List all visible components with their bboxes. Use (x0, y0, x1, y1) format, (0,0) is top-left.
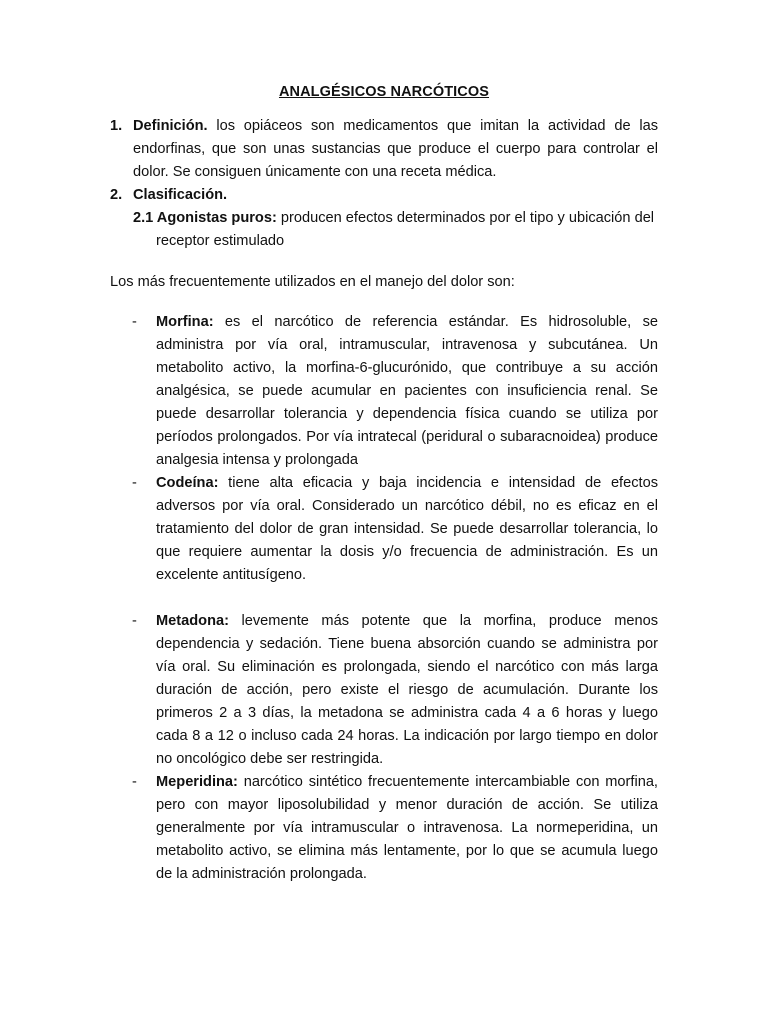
section-classification (110, 184, 658, 207)
drug-name: Morfina: (156, 314, 214, 330)
drug-name: Meperidina: (156, 774, 238, 790)
bullet-dash: - (132, 475, 137, 491)
drug-item-morfina (110, 311, 658, 472)
subsection-text: producen efectos determinados por el tipo y ubicación del (276, 210, 655, 226)
section-number: 2. (110, 187, 123, 203)
subsection-agonistas (133, 207, 658, 253)
section-definition (110, 115, 658, 184)
intro-paragraph: Los más frecuentemente utilizados en el manejo del dolor son: (110, 274, 515, 290)
drug-description (156, 610, 658, 771)
drug-item-metadona (110, 610, 658, 771)
section-body (133, 184, 658, 207)
drug-name: Codeína: (156, 475, 219, 491)
drug-text: tiene alta eficacia y baja incidencia e intensidad de efectos adversos por vía oral. Considerado un narcótico débil, no es eficaz en el tratamiento del dolor de gran intensidad. Se puede desarrollar tolerancia, lo que requiere aumentar la dosis y/o frecuencia de administración. Es un excelente antitusígeno. (156, 475, 658, 583)
subsection-line-1 (133, 207, 658, 230)
section-number: 1. (110, 118, 123, 134)
subsection-line-2: receptor estimulado (156, 233, 285, 249)
document-title: ANALGÉSICOS NARCÓTICOS (278, 84, 490, 100)
bullet-dash: - (132, 314, 137, 330)
subsection-heading: 2.1 Agonistas puros: (133, 210, 277, 226)
drug-description (156, 472, 658, 587)
drug-item-codeina (110, 472, 658, 587)
drug-text: es el narcótico de referencia estándar. Es hidrosoluble, se administra por vía oral, intramuscular, intravenosa y subcutánea. Un metabolito activo, la morfina-6-glucurónido, que contribuye a su acción analgésica, se puede acumular en pacientes con insuficiencia renal. Se puede desarrollar tolerancia y dependencia física cuando se utiliza por períodos prolongados. Por vía intratecal (peridural o subaracnoidea) produce analgesia intensa y prolongada (156, 314, 658, 468)
drug-text: narcótico sintético frecuentemente intercambiable con morfina, pero con mayor liposolubilidad y menor duración de acción. Se utiliza generalmente por vía intramuscular o intravenosa. La normeperidina, un metabolito activo, se elimina más lentamente, por lo que se acumula luego de la administración prolongada. (156, 774, 658, 882)
drug-description (156, 311, 658, 472)
drug-text: levemente más potente que la morfina, produce menos dependencia y sedación. Tiene buena absorción cuando se administra por vía oral. Su eliminación es prolongada, siendo el narcótico con más larga duración de acción, pero existe el riesgo de acumulación. Durante los primeros 2 a 3 días, la metadona se administra cada 4 a 6 horas y luego cada 8 a 12 o incluso cada 24 horas. La indicación por largo tiempo en dolor no oncológico debe ser restringida. (156, 613, 658, 767)
bullet-dash: - (132, 613, 137, 629)
section-heading: Clasificación. (133, 187, 228, 203)
section-text: los opiáceos son medicamentos que imitan la actividad de las endorfinas, que son unas sustancias que produce el cuerpo para controlar el dolor. Se consiguen únicamente con una receta médica. (133, 118, 658, 180)
drug-description (156, 771, 658, 886)
section-body (133, 115, 658, 184)
drug-name: Metadona: (156, 613, 229, 629)
bullet-dash: - (132, 774, 137, 790)
drug-item-meperidina (110, 771, 658, 886)
section-heading: Definición. (133, 118, 208, 134)
